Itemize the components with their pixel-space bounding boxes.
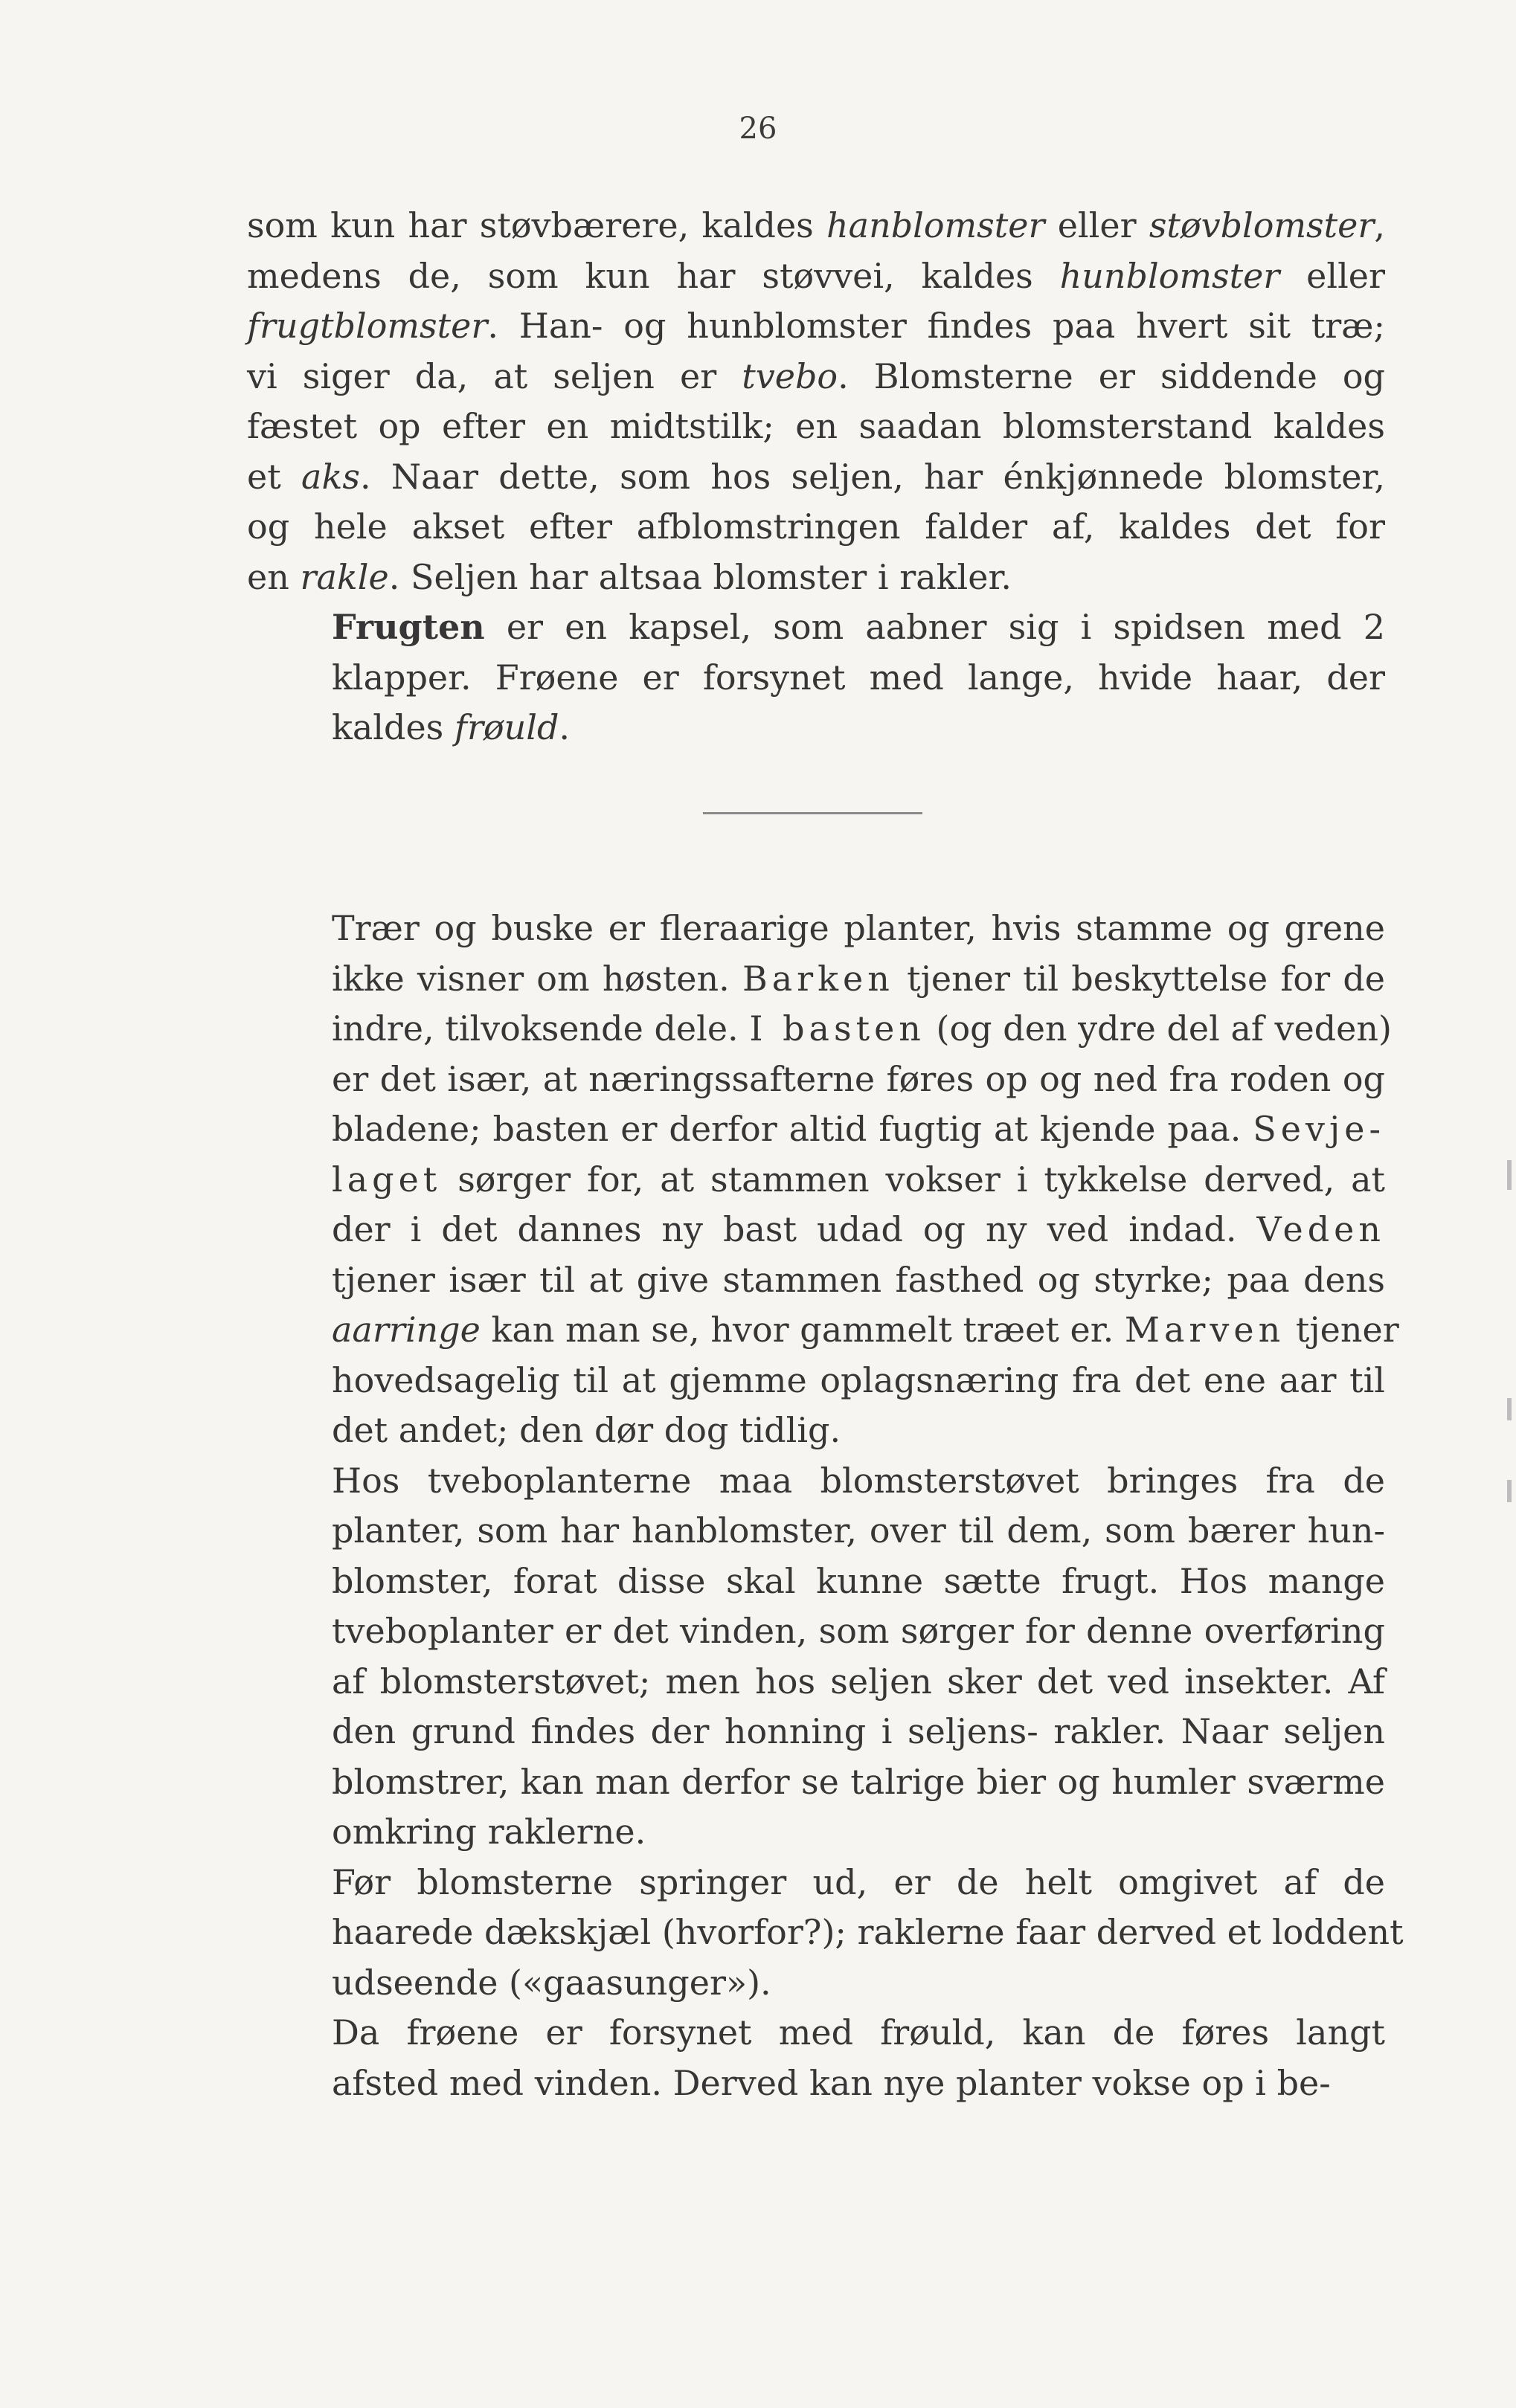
text-line: Trær og buske er fleraarige planter, hvis stamme og grene <box>332 908 1385 948</box>
italic-term: aarringe <box>332 1310 481 1350</box>
text-line: Da frøene er forsynet med frøuld, kan de føres langt <box>332 2012 1385 2053</box>
spaced-term: Barken <box>742 958 894 999</box>
paragraph <box>247 1456 1385 1858</box>
italic-term: aks <box>301 456 360 497</box>
spaced-term: Veden <box>1256 1209 1385 1249</box>
text-line: det andet; den dør dog tidlig. <box>332 1410 841 1450</box>
paragraph <box>247 602 1385 753</box>
text-line: tveboplanter er det vinden, som sørger for denne overføring <box>332 1611 1385 1651</box>
text-line: Hos tveboplanterne maa blomsterstøvet bringes fra de <box>332 1460 1385 1501</box>
paragraph <box>247 904 1399 1456</box>
italic-term: tvebo <box>742 355 838 396</box>
text-line: af blomsterstøvet; men hos seljen sker det ved insekter. Af <box>332 1661 1385 1702</box>
text-line: haarede dækskjæl (hvorfor?); raklerne faar derved et loddent <box>332 1912 1404 1952</box>
text-line: aarringe kan man se, hvor gammelt træet er. Marven tjener <box>332 1310 1399 1350</box>
text-line: fæstet op efter en midtstilk; en saadan blomsterstand kaldes <box>247 406 1385 446</box>
scan-edge-mark <box>1507 1398 1512 1420</box>
text-line: Frugten er en kapsel, som aabner sig i spidsen med 2 <box>332 607 1385 647</box>
paragraph <box>247 2008 1385 2108</box>
text-line: den grund findes der honning i seljens- rakler. Naar seljen <box>332 1711 1385 1751</box>
text-block-upper <box>247 201 1385 753</box>
paragraph <box>247 201 1385 602</box>
text-line: omkring raklerne. <box>332 1812 646 1852</box>
text-block-lower <box>247 904 1404 2108</box>
text-line: Før blomsterne springer ud, er de helt omgivet af de <box>332 1861 1385 1902</box>
text-line: udseende («gaasunger»). <box>332 1962 771 2003</box>
text-line: et aks. Naar dette, som hos seljen, har énkjønnede blomster, <box>247 456 1385 497</box>
text-line: klapper. Frøene er forsynet med lange, hvide haar, der <box>332 657 1385 698</box>
spaced-term: I basten <box>749 1008 925 1049</box>
italic-term: frøuld <box>454 707 559 747</box>
text-line: afsted med vinden. Derved kan nye planter vokse op i be- <box>332 2062 1331 2103</box>
text-line: tjener især til at give stammen fasthed og styrke; paa dens <box>332 1259 1385 1300</box>
text-line: blomstrer, kan man derfor se talrige bier og humler sværme <box>332 1761 1385 1802</box>
bold-term: Frugten <box>332 607 485 647</box>
section-divider <box>703 812 922 814</box>
italic-term: hunblomster <box>1059 255 1280 296</box>
text-line: vi siger da, at seljen er tvebo. Blomsterne er siddende og <box>247 355 1385 396</box>
text-line: hovedsagelig til at gjemme oplagsnæring fra det ene aar til <box>332 1359 1385 1400</box>
text-line: blomster, forat disse skal kunne sætte frugt. Hos mange <box>332 1560 1385 1601</box>
text-line: indre, tilvoksende dele. I basten (og den ydre del af veden) <box>332 1008 1392 1049</box>
text-line: er det især, at næringssafterne føres op og ned fra roden og <box>332 1058 1385 1099</box>
italic-term: støvblomster <box>1149 205 1375 245</box>
text-line: der i det dannes ny bast udad og ny ved indad. Veden <box>332 1209 1385 1249</box>
paragraph <box>247 1858 1404 2009</box>
spaced-term: Sevje- <box>1253 1109 1385 1149</box>
scan-edge-mark <box>1507 1480 1512 1502</box>
text-line: kaldes frøuld. <box>332 707 571 747</box>
spaced-term: Marven <box>1124 1310 1285 1350</box>
text-line: frugtblomster. Han- og hunblomster findes paa hvert sit træ; <box>247 306 1385 346</box>
scan-edge-mark <box>1507 1160 1512 1190</box>
text-line: og hele akset efter afblomstringen falder af, kaldes det for <box>247 506 1385 547</box>
text-line: planter, som har hanblomster, over til dem, som bærer hun- <box>332 1510 1385 1551</box>
text-line: som kun har støvbærere, kaldes hanblomster eller støvblomster, <box>247 205 1385 245</box>
spaced-term: laget <box>332 1159 442 1200</box>
text-line: bladene; basten er derfor altid fugtig at kjende paa. Sevje- <box>332 1109 1385 1149</box>
italic-term: frugtblomster <box>247 306 488 346</box>
text-line: ikke visner om høsten. Barken tjener til beskyttelse for de <box>332 958 1385 999</box>
page-number: 26 <box>739 112 777 146</box>
italic-term: hanblomster <box>826 205 1045 245</box>
italic-term: rakle <box>300 556 389 597</box>
text-line: medens de, som kun har støvvei, kaldes hunblomster eller <box>247 255 1385 296</box>
text-line: laget sørger for, at stammen vokser i tykkelse derved, at <box>332 1159 1385 1200</box>
text-line: en rakle. Seljen har altsaa blomster i rakler. <box>247 556 1012 597</box>
